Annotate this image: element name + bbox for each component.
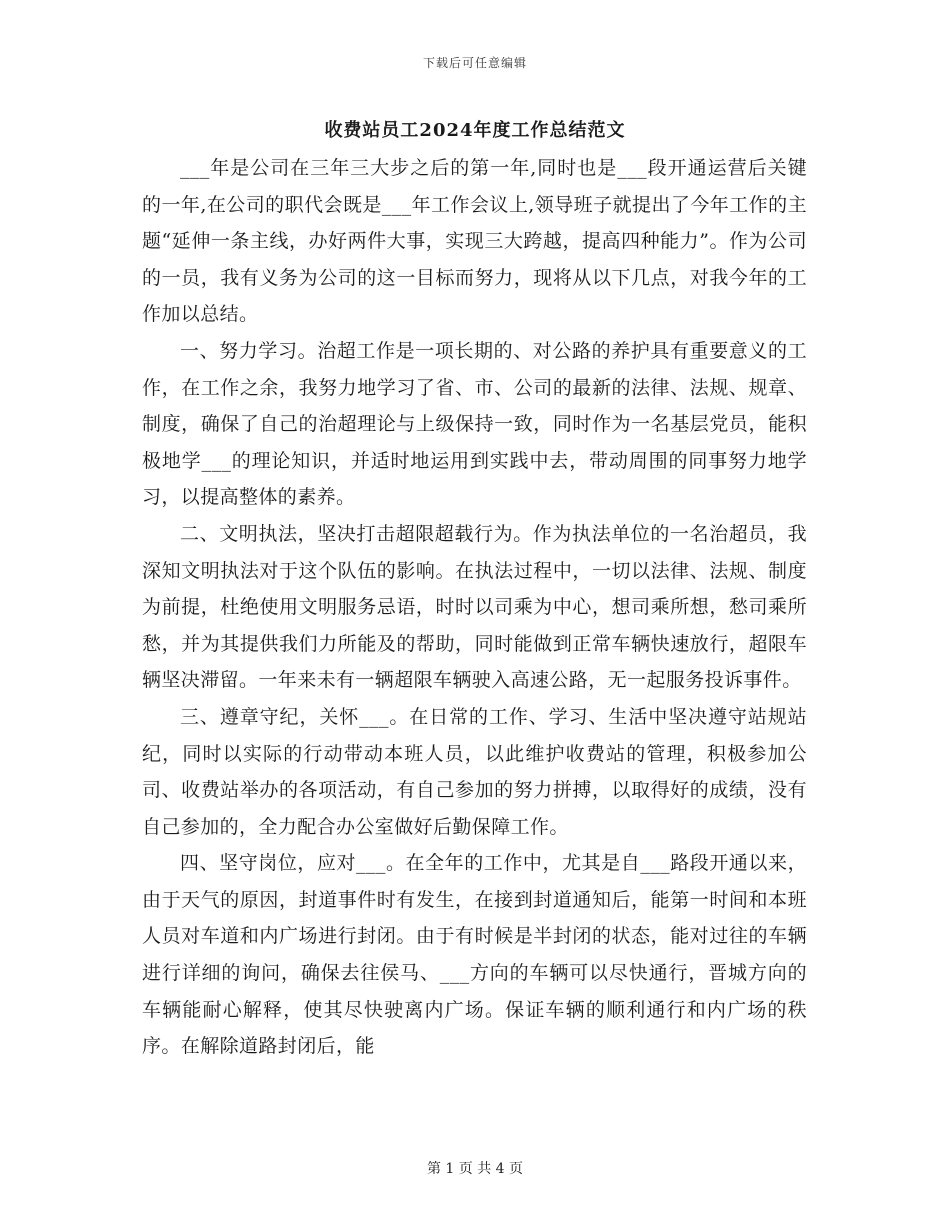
document-body bbox=[142, 150, 807, 1065]
paragraph-law-enforcement: 二、文明执法，坚决打击超限超载行为。作为执法单位的一名治超员，我深知文明执法对于这个队伍的影响。在执法过程中，一切以法律、法规、制度为前提，杜绝使用文明服务忌语，时时以司乘为中心，想司乘所想，愁司乘所愁，并为其提供我们力所能及的帮助，同时能做到正常车辆快速放行，超限车辆坚决滞留。一年来未有一辆超限车辆驶入高速公路，无一起服务投诉事件。 bbox=[142, 522, 807, 692]
document-title: 收费站员工2024年度工作总结范文 bbox=[324, 120, 626, 141]
paragraph-intro: ___年是公司在三年三大步之后的第一年,同时也是___段开通运营后关键的一年,在公司的职代会既是___年工作会议上,领导班子就提出了今年工作的主题“延伸一条主线，办好两件大事，实现三大跨越，提高四种能力”。作为公司的一员，我有义务为公司的这一目标而努力，现将从以下几点，对我今年的工作加以总结。 bbox=[142, 157, 807, 326]
paragraph-study: 一、努力学习。治超工作是一项长期的、对公路的养护具有重要意义的工作，在工作之余，我努力地学习了省、市、公司的最新的法律、法规、规章、制度，确保了自己的治超理论与上级保持一致，同时作为一名基层党员，能积极地学___的理论知识，并适时地运用到实践中去，带动周围的同事努力地学习，以提高整体的素养。 bbox=[142, 339, 807, 509]
paragraph-discipline: 三、遵章守纪，关怀___。在日常的工作、学习、生活中坚决遵守站规站纪，同时以实际的行动带动本班人员，以此维护收费站的管理，积极参加公司、收费站举办的各项活动，有自己参加的努力拼搏，以取得好的成绩，没有自己参加的，全力配合办公室做好后勤保障工作。 bbox=[142, 705, 807, 838]
page-indicator: 第 1 页 共 4 页 bbox=[426, 1161, 524, 1177]
paragraph-duty: 四、坚守岗位，应对___。在全年的工作中，尤其是自___路段开通以来，由于天气的原因，封道事件时有发生，在接到封道通知后，能第一时间和本班人员对车道和内广场进行封闭。由于有时候是半封闭的状态，能对过往的车辆进行详细的询问，确保去往侯马、___方向的车辆可以尽快通行，晋城方向的车辆能耐心解释，使其尽快驶离内广场。保证车辆的顺利通行和内广场的秩序。在解除道路封闭后，能 bbox=[142, 852, 807, 1058]
header-note: 下载后可任意编辑 bbox=[422, 56, 527, 70]
